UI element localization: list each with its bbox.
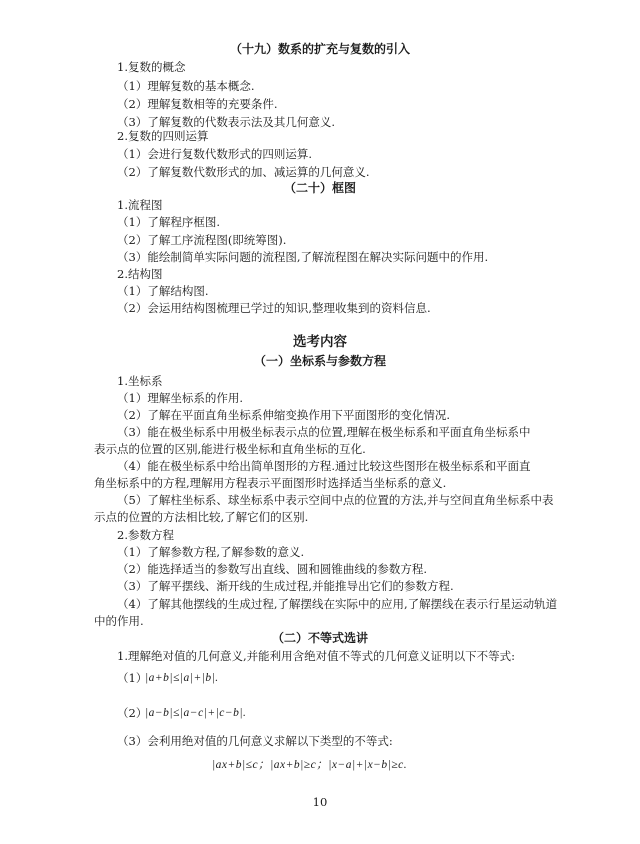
s19-item: 2.复数的四则运算 (117, 129, 209, 143)
e1-item: （3）了解平摆线、渐开线的生成过程,并能推导出它们的参数方程. (117, 579, 454, 593)
page-number: 10 (312, 795, 328, 809)
e2-formula-1-label: （1） (117, 671, 148, 685)
e1-item: （2）了解在平面直角坐标系伸缩变换作用下平面图形的变化情况. (117, 408, 450, 422)
s19-item: （2）理解复数相等的充要条件. (117, 97, 278, 111)
e1-item: （5）了解柱坐标系、球坐标系中表示空间中点的位置的方法,并与空间直角坐标系中表 (117, 493, 554, 507)
s19-item: （1）理解复数的基本概念. (117, 79, 255, 93)
s20-item: （1）了解结构图. (117, 284, 209, 298)
elective-title: 选考内容 (293, 334, 347, 350)
e1-item: （1）理解坐标系的作用. (117, 391, 243, 405)
e1-item: （3）能在极坐标系中用极坐标表示点的位置,理解在极坐标系和平面直角坐标系中 (117, 425, 531, 439)
s20-item: （2）会运用结构图梳理已学过的知识,整理收集到的资料信息. (117, 301, 431, 315)
e1-item-cont: 表示点的位置的区别,能进行极坐标和直角坐标的互化. (94, 442, 366, 456)
section-19-title: （十九）数系的扩充与复数的引入 (229, 42, 410, 56)
s20-item: （3）能绘制简单实际问题的流程图,了解流程图在解决实际问题中的作用. (117, 250, 489, 264)
s19-item: （1）会进行复数代数形式的四则运算. (117, 147, 312, 161)
e1-item: （4）能在极坐标系中给出简单图形的方程.通过比较这些图形在极坐标系和平面直 (117, 459, 531, 473)
e1-item-cont: 角坐标系中的方程,理解用方程表示平面图形时选择适当坐标系的意义. (94, 476, 447, 490)
e1-item: （2）能选择适当的参数写出直线、圆和圆锥曲线的参数方程. (117, 562, 427, 576)
elective-s1-title: （一）坐标系与参数方程 (253, 354, 386, 368)
e1-item: （1）了解参数方程,了解参数的意义. (117, 545, 305, 559)
e2-item-3: （3）会利用绝对值的几何意义求解以下类型的不等式: (117, 734, 393, 748)
s19-item: 1.复数的概念 (117, 60, 186, 74)
s19-item: （3）了解复数的代数表示法及其几何意义. (117, 115, 335, 129)
e1-item: （4）了解其他摆线的生成过程,了解摆线在实际中的应用,了解摆线在表示行星运动轨道 (117, 597, 558, 611)
e1-item: 1.坐标系 (117, 374, 163, 388)
e2-formula-2: |a−b|≤|a−c|+|c−b|. (145, 707, 247, 719)
e2-formula-1: |a+b|≤|a|+|b|. (145, 672, 219, 684)
s20-item: 2.结构图 (117, 267, 163, 281)
e2-formula-3: |ax+b|≤c；|ax+b|≥c；|x−a|+|x−b|≥c. (212, 759, 408, 771)
e2-formula-2-label: （2） (117, 706, 148, 720)
e2-intro: 1.理解绝对值的几何意义,并能利用含绝对值不等式的几何意义证明以下不等式: (117, 649, 515, 663)
e1-item-cont: 示点的位置的方法相比较,了解它们的区别. (94, 510, 309, 524)
e1-item-cont: 中的作用. (94, 614, 144, 628)
s20-item: （2）了解工序流程图(即统筹图). (117, 233, 287, 247)
s19-item: （2）了解复数代数形式的加、减运算的几何意义. (117, 165, 370, 179)
section-20-title: （二十）框图 (283, 181, 356, 195)
e1-item: 2.参数方程 (117, 528, 174, 542)
s20-item: （1）了解程序框图. (117, 215, 220, 229)
elective-s2-title: （二）不等式选讲 (271, 631, 368, 645)
s20-item: 1.流程图 (117, 198, 163, 212)
